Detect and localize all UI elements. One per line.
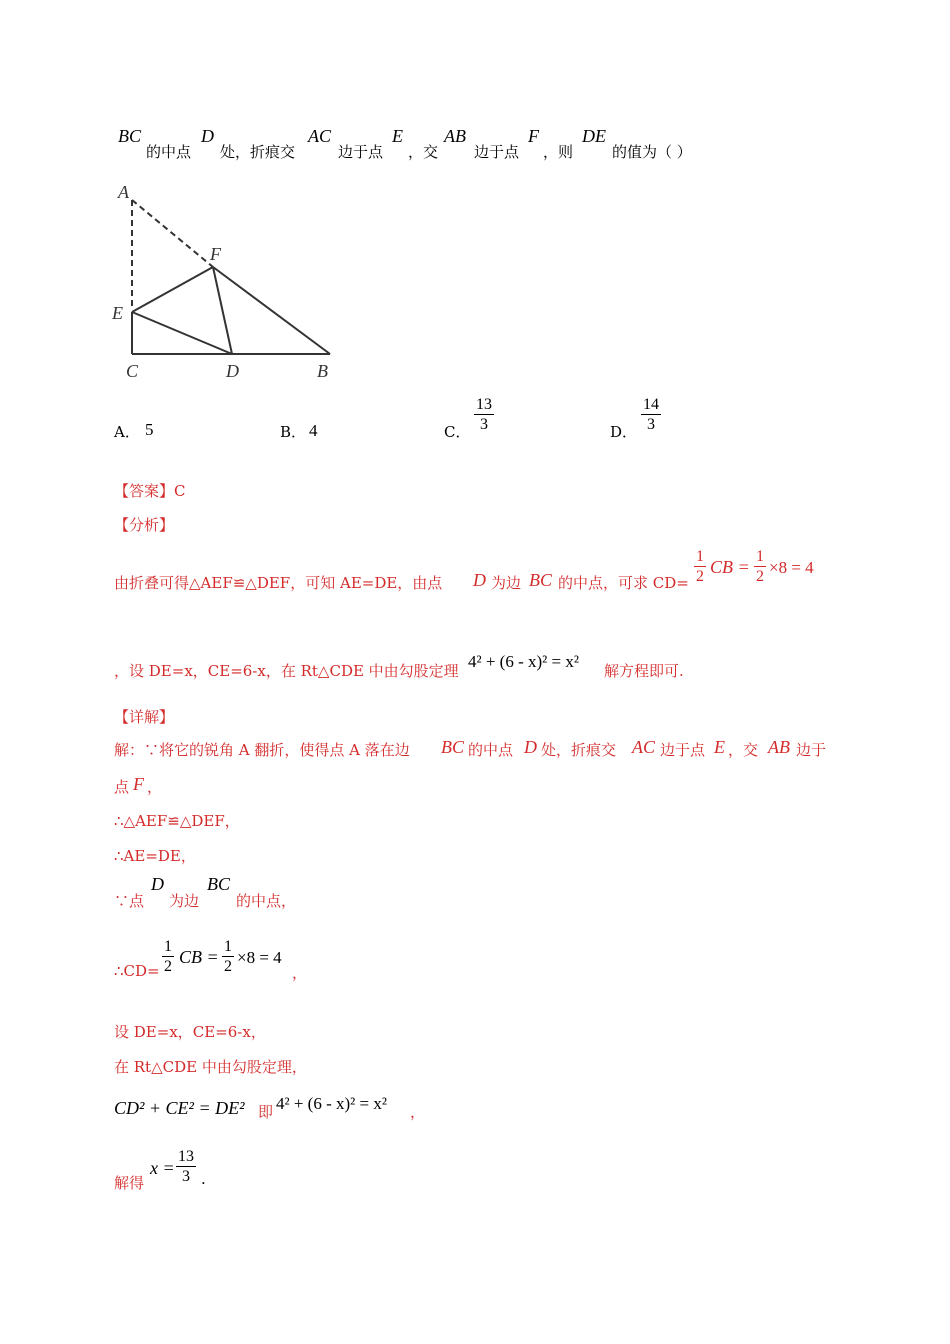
analysis-sym-d: D xyxy=(473,570,486,590)
detail-l10-frac xyxy=(176,1147,196,1186)
detail-l1-ac: AC xyxy=(632,737,656,757)
analysis-frac-2 xyxy=(754,547,766,586)
detail-l6-frac-1-den: 2 xyxy=(164,958,172,975)
detail-l10-end: . xyxy=(201,1170,206,1188)
detail-l9-end: ， xyxy=(410,1103,426,1121)
detail-l6-frac-2 xyxy=(222,937,234,976)
detail-l6-frac-1-num: 1 xyxy=(164,938,172,955)
label-e: E xyxy=(112,303,123,323)
segment-ed xyxy=(132,312,232,354)
q-text-side-e: 边于点 xyxy=(338,143,384,161)
detail-l10-x: x = xyxy=(150,1158,175,1178)
detail-l9-eq1: CD² + CE² = DE² xyxy=(114,1098,245,1118)
detail-line-4: ∴AE=DE， xyxy=(114,847,196,865)
detail-line-8: 在 Rt△CDE 中由勾股定理， xyxy=(114,1058,307,1076)
detail-l6-tail: ×8 = 4 xyxy=(237,948,282,967)
analysis-frac-1-num: 1 xyxy=(696,548,704,565)
segment-fb xyxy=(213,267,330,354)
option-d-numerator: 14 xyxy=(643,396,659,413)
analysis-frac-1 xyxy=(694,547,706,586)
option-d-fraction xyxy=(641,395,661,434)
label-b: B xyxy=(317,361,328,381)
segment-af-dashed xyxy=(132,200,213,267)
detail-l1-f: 边于 xyxy=(796,741,827,759)
detail-l10-frac-num: 13 xyxy=(178,1148,194,1165)
option-a-letter: A． xyxy=(114,423,140,441)
option-a-value: 5 xyxy=(145,420,154,439)
sym-ac: AC xyxy=(308,126,332,146)
detail-l9-mid: 即 xyxy=(258,1103,274,1121)
detail-label: 【详解】 xyxy=(114,708,175,726)
analysis-label: 【分析】 xyxy=(114,516,175,534)
detail-l6-frac-2-den: 2 xyxy=(224,958,232,975)
q-text-ze: ，则 xyxy=(543,143,574,161)
detail-l1-e2: ，交 xyxy=(728,741,759,759)
label-a: A xyxy=(118,182,129,202)
analysis-sym-bc: BC xyxy=(529,570,553,590)
detail-l6-comma: ， xyxy=(292,964,308,982)
detail-line-7: 设 DE=x，CE=6-x， xyxy=(114,1023,266,1041)
label-f: F xyxy=(210,244,221,264)
option-b-value: 4 xyxy=(309,421,318,440)
detail-l2-a: 点 xyxy=(114,778,130,796)
geometry-figure xyxy=(100,180,350,385)
detail-l5-d: D xyxy=(151,874,164,894)
detail-l1-bc: BC xyxy=(441,737,465,757)
detail-l5-a: ∵点 xyxy=(114,892,145,910)
q-text-place: 处，折痕交 xyxy=(220,143,296,161)
sym-de: DE xyxy=(582,126,606,146)
analysis-frac-1-den: 2 xyxy=(696,568,704,585)
sym-ab: AB xyxy=(444,126,466,146)
q-text-jiao: ，交 xyxy=(408,143,439,161)
analysis-frac-2-num: 1 xyxy=(756,548,764,565)
sym-e: E xyxy=(392,126,403,146)
q-text-midpoint: 的中点 xyxy=(146,143,192,161)
detail-l2-f: F xyxy=(133,774,144,794)
option-d-letter: D． xyxy=(610,423,638,441)
detail-l1-d: D xyxy=(524,737,537,757)
analysis-frac-2-den: 2 xyxy=(756,568,764,585)
detail-l1-c: 处，折痕交 xyxy=(541,741,617,759)
detail-l10-frac-den: 3 xyxy=(182,1168,190,1185)
detail-l1-e: E xyxy=(714,737,725,757)
analysis-text-a: 由折叠可得△AEF≌△DEF，可知 AE=DE，由点 xyxy=(114,574,443,592)
detail-l6-a: ∴CD= xyxy=(114,962,160,980)
detail-l6-frac-1 xyxy=(162,937,174,976)
option-c-numerator: 13 xyxy=(476,396,492,413)
sym-d: D xyxy=(201,126,214,146)
detail-l5-b: 为边 xyxy=(169,892,200,910)
analysis-line2-text: ，设 DE=x，CE=6-x，在 Rt△CDE 中由勾股定理 xyxy=(114,662,459,680)
detail-l6-frac-2-num: 1 xyxy=(224,938,232,955)
detail-l1-b: 的中点 xyxy=(468,741,514,759)
sym-bc: BC xyxy=(118,126,142,146)
detail-l2-b: ， xyxy=(147,778,163,796)
analysis-frac-mid: CB = xyxy=(710,557,750,577)
analysis-line2-end: 解方程即可. xyxy=(604,662,684,680)
detail-l1-ab: AB xyxy=(768,737,790,757)
option-d-denominator: 3 xyxy=(647,416,655,433)
option-c-letter: C． xyxy=(444,423,471,441)
option-c-fraction xyxy=(474,395,494,434)
answer-value: C xyxy=(174,482,186,500)
analysis-frac-tail: ×8 = 4 xyxy=(769,558,814,577)
answer-line xyxy=(114,480,186,501)
answer-label: 【答案】 xyxy=(114,482,175,500)
q-text-side-f: 边于点 xyxy=(474,143,520,161)
segment-ef xyxy=(132,267,213,312)
option-c-denominator: 3 xyxy=(480,416,488,433)
detail-line-3: ∴△AEF≌△DEF， xyxy=(114,812,240,830)
q-text-value: 的值为（ ） xyxy=(612,143,692,161)
detail-l5-bc: BC xyxy=(207,874,231,894)
detail-l1-d2: 边于点 xyxy=(660,741,706,759)
option-b-letter: B． xyxy=(280,423,307,441)
detail-l6-mid: CB = xyxy=(179,947,219,967)
label-c: C xyxy=(126,361,139,381)
analysis-text-c: 的中点，可求 CD= xyxy=(558,574,689,592)
analysis-equation: 4² + (6 - x)² = x² xyxy=(468,652,579,671)
analysis-text-b: 为边 xyxy=(491,574,522,592)
label-d: D xyxy=(226,361,239,381)
detail-l5-c: 的中点， xyxy=(236,892,297,910)
sym-f: F xyxy=(528,126,539,146)
detail-l10-a: 解得 xyxy=(114,1174,145,1192)
detail-l1-a: 解：∵将它的锐角 A 翻折，使得点 A 落在边 xyxy=(114,741,410,759)
detail-l9-eq2: 4² + (6 - x)² = x² xyxy=(276,1094,387,1113)
